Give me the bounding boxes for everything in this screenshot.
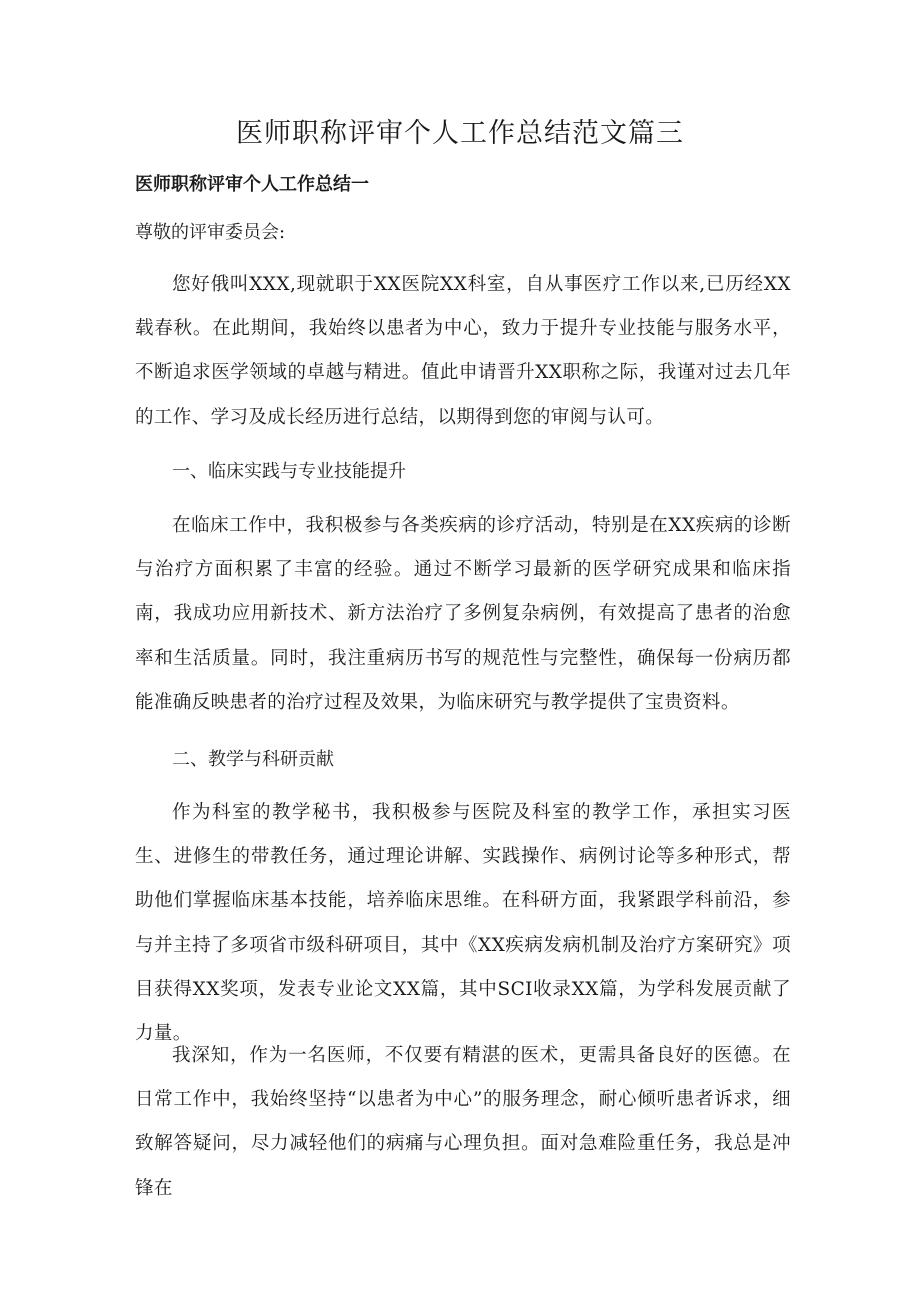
paragraph-introduction: 您好俄叫XXX,现就职于XX医院XX科室，自从事医疗工作以来,已历经XX载春秋。在此期间，我始终以患者为中心，致力于提升专业技能与服务水平，不断追求医学领域的卓越与精进。值此申请晋升XX职称之际，我谨对过去几年的工作、学习及成长经历进行总结，以期得到您的审阅与认可。 xyxy=(135,274,791,428)
section-heading: 医师职称评审个人工作总结一 xyxy=(135,174,369,195)
subheading-clinical-practice: 一、临床实践与专业技能提升 xyxy=(172,461,406,482)
subheading-teaching-research: 二、教学与科研贡献 xyxy=(172,749,334,770)
salutation: 尊敬的评审委员会: xyxy=(135,222,286,243)
document-title: 医师职称评审个人工作总结范文篇三 xyxy=(236,118,684,149)
paragraph-clinical-practice: 在临床工作中，我积极参与各类疾病的诊疗活动，特别是在XX疾病的诊断与治疗方面积累了丰富的经验。通过不断学习最新的医学研究成果和临床指南，我成功应用新技术、新方法治疗了多例复杂病例，有效提高了患者的治愈率和生活质量。同时，我注重病历书写的规范性与完整性，确保每一份病历都能准确反映患者的治疗过程及效果，为临床研究与教学提供了宝贵资料。 xyxy=(135,515,791,713)
paragraph-teaching-research: 作为科室的教学秘书，我积极参与医院及科室的教学工作，承担实习医生、进修生的带教任务，通过理论讲解、实践操作、病例讨论等多种形式，帮助他们掌握临床基本技能，培养临床思维。在科研方面，我紧跟学科前沿，参与并主持了多项省市级科研项目，其中《XX疾病发病机制及治疗方案研究》项目获得XX奖项，发表专业论文XX篇，其中SCI收录XX篇，为学科发展贡献了力量。 xyxy=(135,802,791,1045)
paragraph-medical-ethics: 我深知，作为一名医师，不仅要有精湛的医术，更需具备良好的医德。在日常工作中，我始终坚持“以患者为中心”的服务理念，耐心倾听患者诉求，细致解答疑问，尽力减轻他们的病痛与心理负担。面对急难险重任务，我总是冲锋在 xyxy=(135,1045,791,1199)
